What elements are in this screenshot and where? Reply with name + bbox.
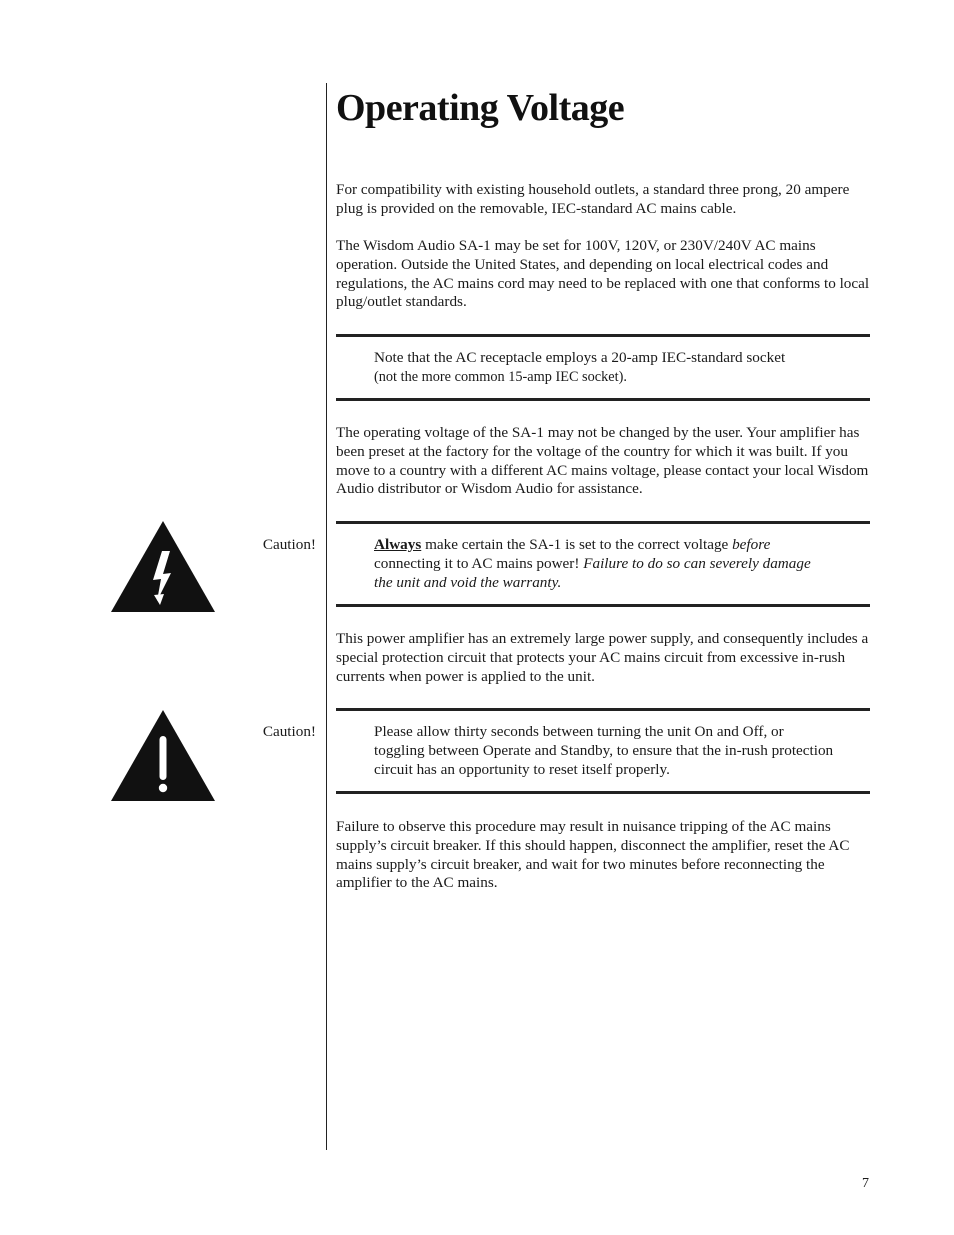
- paragraph-preset-voltage: The operating voltage of the SA-1 may not be changed by the user. Your amplifier has been preset at the factory for the voltage of the country for which it was built. If you move to a country with a different AC mains voltage, please contact your local Wisdom Audio distributor or Wisdom Audio for assistance.: [336, 424, 869, 498]
- caution-text-inrush: Please allow thirty seconds between turning the unit On and Off, or toggling between Operate and Standby, to ensure that the in-rush protection circuit has an opportunity to reset itself properly.: [374, 723, 834, 778]
- caution-box-voltage: [336, 521, 870, 607]
- caution-text-part1: make certain the SA-1 is set to the correct voltage: [421, 536, 733, 553]
- caution-box-inrush: [336, 708, 870, 794]
- caution-text-part2: connecting it to AC mains power!: [374, 554, 584, 572]
- paragraph-voltage-options: The Wisdom Audio SA-1 may be set for 100V, 120V, or 230V/240V AC mains operation. Outside the United States, and depending on local electrical codes and regulations, the AC mains cord may need to be replaced with one that conforms to local plug/outlet standards.: [336, 237, 870, 311]
- caution-text-before: before: [732, 536, 771, 553]
- exclamation-warning-icon: [111, 710, 215, 801]
- margin-rule: [326, 83, 327, 1150]
- paragraph-plug: For compatibility with existing household outlets, a standard three prong, 20 ampere plug is provided on the removable, IEC-standard AC mains cable.: [336, 181, 850, 217]
- page-number: 7: [862, 1176, 869, 1191]
- note-text-receptacle: [374, 349, 844, 387]
- note-box-receptacle: [336, 334, 870, 401]
- page-title: Operating Voltage: [336, 87, 625, 129]
- note-line-1: Note that the AC receptacle employs a 20-amp IEC-standard socket: [374, 349, 786, 366]
- caution-text-warning: Failure to do so can severely damage the unit and void the warranty.: [374, 554, 811, 591]
- paragraph-power-supply: This power amplifier has an extremely large power supply, and consequently includes a special protection circuit that protects your AC mains circuit from excessive in-rush currents when power is applied to the unit.: [336, 630, 869, 685]
- note-line-2: (not the more common 15-amp IEC socket).: [374, 368, 627, 385]
- paragraph-failure: Failure to observe this procedure may result in nuisance tripping of the AC mains supply’s circuit breaker. If this should happen, disconnect the amplifier, reset the AC mains supply’s circuit breaker, and wait for two minutes before reconnecting the amplifier to the AC mains.: [336, 818, 850, 892]
- caution-label-voltage: Caution!: [262, 536, 316, 553]
- always-emphasis: Always: [374, 536, 422, 553]
- caution-label-inrush: Caution!: [262, 723, 316, 740]
- caution-text-voltage: [374, 536, 814, 592]
- lightning-warning-icon: [111, 521, 215, 612]
